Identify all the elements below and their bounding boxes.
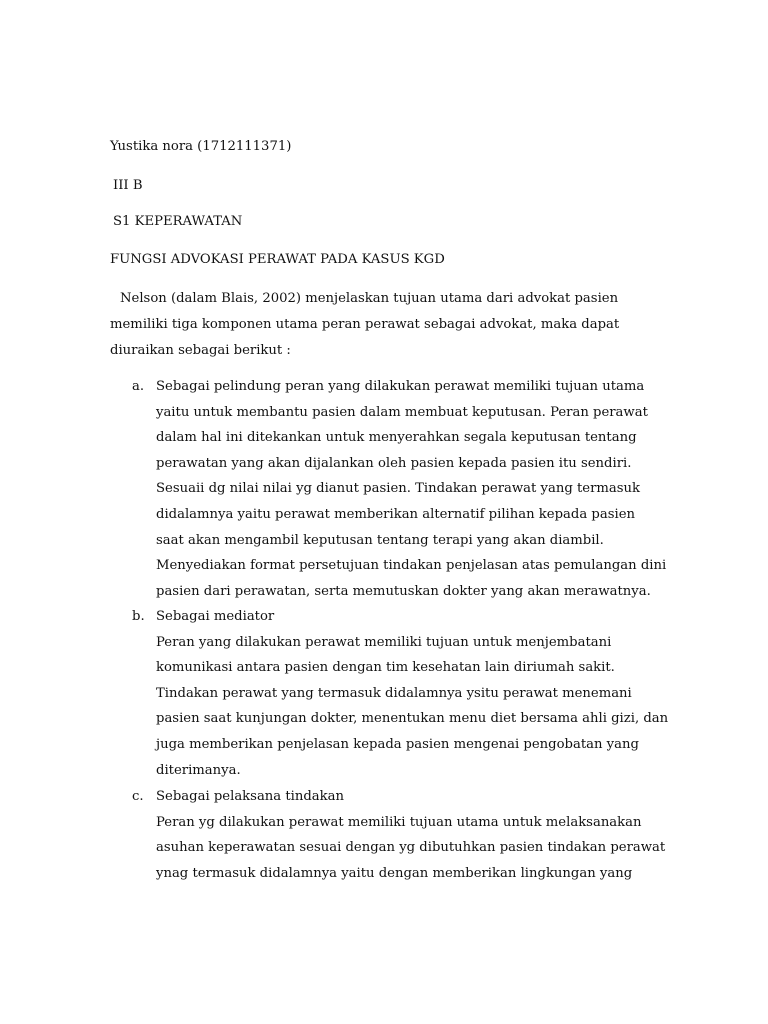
class-line: III B <box>113 178 143 193</box>
list-item-line: dalam hal ini ditekankan untuk menyerahkan segala keputusan tentang <box>156 430 637 446</box>
list-item-b <box>156 604 676 783</box>
list-item-c <box>156 784 676 886</box>
list-item-line: yaitu untuk membantu pasien dalam membuat keputusan. Peran perawat <box>156 404 648 420</box>
list-item-line: Sebagai pelaksana tindakan <box>156 789 345 804</box>
intro-line: diuraikan sebagai berikut : <box>110 342 291 358</box>
list-item-line: Peran yg dilakukan perawat memiliki tujuan utama untuk melaksanakan <box>156 814 642 830</box>
intro-paragraph <box>110 286 670 363</box>
list-item-line: Menyediakan format persetujuan tindakan penjelasan atas pemulangan dini <box>156 558 667 574</box>
list-item-a <box>156 374 676 604</box>
list-item-line: pasien dari perawatan, serta memutuskan dokter yang akan merawatnya. <box>156 583 651 599</box>
intro-line: Nelson (dalam Blais, 2002) menjelaskan tujuan utama dari advokat pasien <box>120 291 619 306</box>
list-item-line: Sebagai pelindung peran yang dilakukan perawat memiliki tujuan utama <box>156 379 645 394</box>
author-line: Yustika nora (1712111371) <box>110 139 292 154</box>
list-item-line: Sesuaii dg nilai nilai yg dianut pasien. Tindakan perawat yang termasuk <box>156 481 640 497</box>
list-item-line: ynag termasuk didalamnya yaitu dengan memberikan lingkungan yang <box>156 865 633 881</box>
intro-line: memiliki tiga komponen utama peran perawat sebagai advokat, maka dapat <box>110 316 620 332</box>
list-item-line: pasien saat kunjungan dokter, menentukan menu diet bersama ahli gizi, dan <box>156 711 669 727</box>
list-item-line: Peran yang dilakukan perawat memiliki tujuan untuk menjembatani <box>156 634 612 650</box>
list-item-line: diterimanya. <box>156 762 241 778</box>
list-item-line: asuhan keperawatan sesuai dengan yg dibutuhkan pasien tindakan perawat <box>156 840 666 856</box>
document-title: FUNGSI ADVOKASI PERAWAT PADA KASUS KGD <box>110 252 445 267</box>
list-item-line: Tindakan perawat yang termasuk didalamnya ysitu perawat menemani <box>156 685 632 701</box>
list-item-line: komunikasi antara pasien dengan tim kesehatan lain diriumah sakit. <box>156 660 615 676</box>
list-item-line: saat akan mengambil keputusan tentang terapi yang akan diambil. <box>156 532 604 548</box>
list-marker-b: b. <box>132 609 145 624</box>
list-item-line: Sebagai mediator <box>156 609 275 624</box>
program-line: S1 KEPERAWATAN <box>113 214 243 229</box>
list-marker-c: c. <box>132 789 144 804</box>
list-item-line: perawatan yang akan dijalankan oleh pasien kepada pasien itu sendiri. <box>156 455 632 471</box>
list-item-line: didalamnya yaitu perawat memberikan alternatif pilihan kepada pasien <box>156 506 635 522</box>
list-marker-a: a. <box>132 379 145 394</box>
list-item-line: juga memberikan penjelasan kepada pasien mengenai pengobatan yang <box>156 736 639 752</box>
